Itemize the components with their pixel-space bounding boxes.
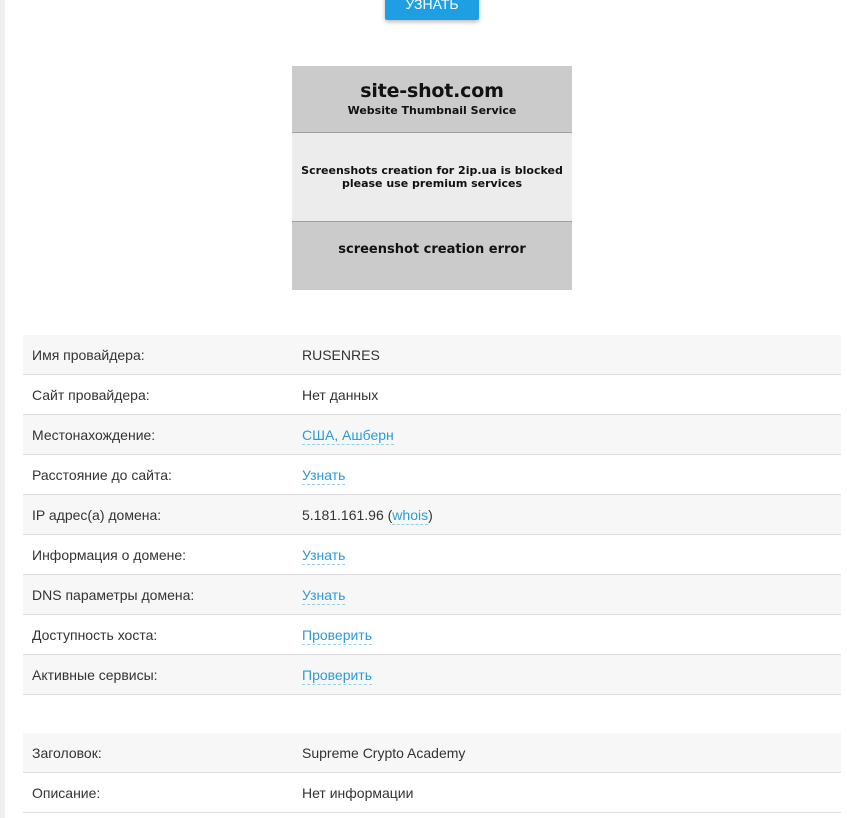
table-row (23, 535, 841, 575)
table-row (23, 655, 841, 695)
description-value: Нет информации (302, 773, 841, 813)
dns-params-link[interactable]: Узнать (302, 586, 346, 603)
active-services-link[interactable]: Проверить (302, 666, 373, 683)
location-link[interactable]: США, Ашберн (302, 426, 394, 443)
thumbnail-message (292, 133, 572, 222)
table-row (23, 455, 841, 495)
distance-label: Расстояние до сайта: (23, 455, 302, 495)
provider-name-label: Имя провайдера: (23, 335, 302, 375)
thumbnail-message-line2: please use premium services (341, 177, 523, 190)
host-availability-label: Доступность хоста: (23, 615, 302, 655)
site-thumbnail (292, 66, 572, 290)
provider-site-value: Нет данных (302, 375, 841, 415)
table-row (23, 733, 841, 773)
thumbnail-message-line1: Screenshots creation for 2ip.ua is blocked (301, 164, 563, 177)
ip-address-suffix: ) (428, 506, 433, 523)
table-row (23, 615, 841, 655)
domain-info-link[interactable]: Узнать (302, 546, 346, 563)
table-row (23, 773, 841, 813)
description-label: Описание: (23, 773, 302, 813)
table-row (23, 335, 841, 375)
left-border (0, 0, 5, 818)
domain-info-label: Информация о домене: (23, 535, 302, 575)
provider-site-label: Сайт провайдера: (23, 375, 302, 415)
thumbnail-header (292, 66, 572, 133)
table-row (23, 415, 841, 455)
provider-info-table (23, 335, 841, 695)
table-row (23, 495, 841, 535)
distance-link[interactable]: Узнать (302, 466, 346, 483)
title-value: Supreme Crypto Academy (302, 733, 841, 773)
page-meta-table (23, 733, 841, 813)
location-label: Местонахождение: (23, 415, 302, 455)
active-services-label: Активные сервисы: (23, 655, 302, 695)
table-row (23, 575, 841, 615)
thumbnail-brand: site-shot.com (360, 80, 504, 102)
thumbnail-subtitle: Website Thumbnail Service (347, 104, 517, 117)
find-out-button[interactable]: УЗНАТЬ (385, 0, 479, 20)
table-row (23, 375, 841, 415)
provider-name-value: RUSENRES (302, 335, 841, 375)
ip-address-label: IP адрес(а) домена: (23, 495, 302, 535)
host-availability-link[interactable]: Проверить (302, 626, 373, 643)
dns-params-label: DNS параметры домена: (23, 575, 302, 615)
ip-address-value: 5.181.161.96 ( (302, 506, 393, 523)
title-label: Заголовок: (23, 733, 302, 773)
whois-link[interactable]: whois (392, 506, 429, 523)
thumbnail-error: screenshot creation error (292, 222, 572, 290)
